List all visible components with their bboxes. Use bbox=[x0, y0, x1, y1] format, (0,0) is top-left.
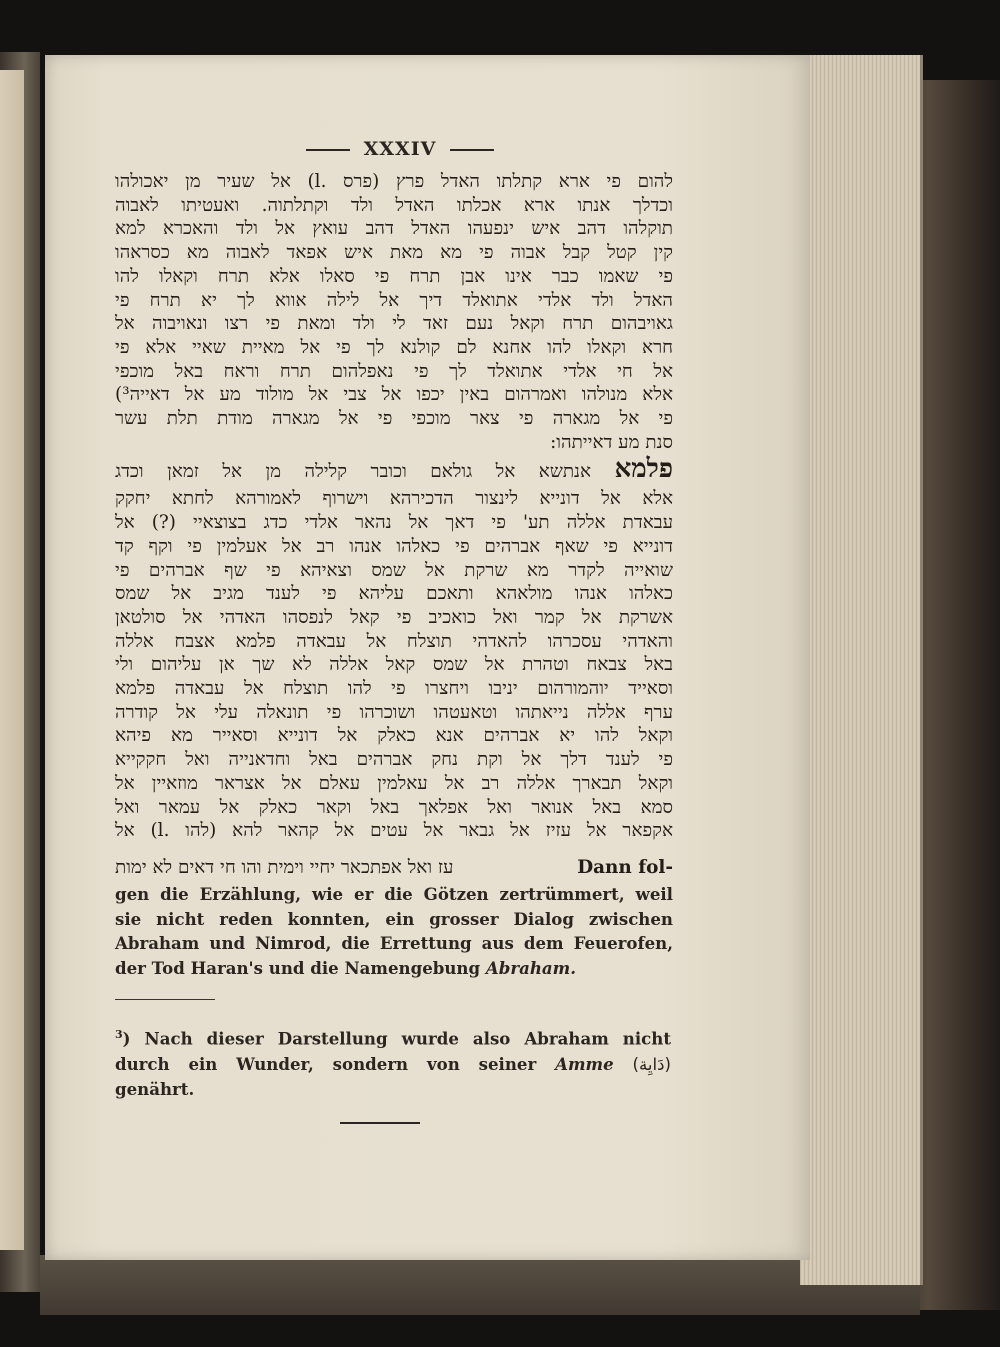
text-line: להום פי ארא קתלתו האדל פרץ (פרס .l) אל שעיר מן יאכולהו bbox=[115, 171, 673, 192]
header-dash-right bbox=[450, 149, 494, 151]
text-line: כאלהו אנהו מולאהא ותאכם עליהא פי לענד מגיב אל שמס bbox=[115, 583, 673, 605]
paragraph-first-line-rest: אנתשא אל גולאם וכובר קלילה מן אל זמאן וכדג bbox=[115, 461, 592, 483]
page-header bbox=[290, 138, 510, 162]
footnote-rule bbox=[115, 999, 215, 1000]
text-line: סמא באל אנואר ואל אפלאך באל וקאר כאלק אל עמאר ואל bbox=[115, 796, 673, 818]
footnote-line2-text: durch ein Wunder, sondern von seiner bbox=[115, 1053, 537, 1074]
text-line: אל חי אלדי אתואלד לך פי נאפלהום תרח וראח באל מוכפי bbox=[115, 360, 673, 382]
text-line: גאויבהום תרח וקאל נעם זאד לי ולד ומאת פי רצו ונאויבוה אל bbox=[115, 313, 673, 335]
footnote-line: genährt. bbox=[115, 1078, 195, 1099]
footnote-arabic-word: (دَايِة) bbox=[632, 1054, 671, 1074]
text-line: סנת מע דאייתהו: bbox=[550, 431, 673, 453]
text-line: האדל ולד אלדי אתואלד דיך אל לילה אווא לך יא תרח פי bbox=[115, 289, 673, 311]
judeo-arabic-text bbox=[115, 170, 673, 843]
text-line: פי שאמו כבר אינו אבן תרח פי סאלו אלא תרח וקאלו להו bbox=[115, 265, 673, 287]
paragraph-opening-line bbox=[115, 454, 673, 487]
text-line: ערף אללה נייאתהו וטאעטהו ושוכרהו פי תונאלה עלי אל קודרה bbox=[115, 701, 673, 723]
text-line: אלא אל דונייא לינצור הדכירהא וישרוף לאמורהא לחתא יחקק bbox=[115, 488, 673, 510]
page-number: XXXIV bbox=[363, 138, 437, 160]
paragraph-lead-word: פלמא bbox=[614, 454, 673, 485]
text-line: וקאל להו יא אברהים אנא כאלק אל דונייא וסאייר מא פיהא bbox=[115, 725, 673, 747]
mixed-script-line bbox=[115, 857, 673, 878]
text-line: והאדהי עסכרהו להאדהי תוצלח אל עבאדה פלמא אצבח אללה bbox=[115, 630, 673, 652]
text-line: אקפאר אל עזיז אל גבאר אל עטים אל קהאר להא (להו .l) אל bbox=[115, 820, 673, 842]
text-line: באל צבאח וטהרת אל שמס קאל אללה לא שך אן עליהום ולי bbox=[115, 654, 673, 676]
text-line: פי אל מגארה פי צאר מוכפי פי אל מגארה מודת תלת עשר bbox=[115, 408, 673, 430]
text-line: חרא וקאלו להו אחנא לם קולנא לך פי אל מאיית שאיי אלא פי bbox=[115, 336, 673, 358]
text-line: וקאל תבארך אללה רב אל עאלמין עאלם אל אצראר מוזאיין אל bbox=[115, 772, 673, 794]
text-line: דונייא פי שאף אברהים פי כאלהו אנהו רב אל אעלמין פי וקף קד bbox=[115, 535, 673, 557]
page-stack-edge bbox=[800, 55, 923, 1285]
text-line: וכדלך אנתו ארא אכלתו האדל ולד וקתלתוה. ואעטיתו לאבוה bbox=[115, 194, 673, 216]
footnote-line: $^3$) Nach dieser Darstellung wurde also Abraham nicht bbox=[115, 1028, 671, 1049]
german-summary bbox=[115, 882, 673, 980]
text-line: תוקלהו דהב איש ינפעהו האדל דהב עואץ אל ולד והאכרא למא bbox=[115, 218, 673, 240]
text-line bbox=[115, 956, 673, 981]
text-line: אשרקת אל קמר ואל כואכיב פי קאל לנפסהו האדהי אל סולטאן bbox=[115, 606, 673, 628]
footnote-line bbox=[115, 1052, 671, 1077]
text-line: וסאייד יוהמורהום יניבו ויחצרו פי להו תוצלח אל עבאדה פלמא bbox=[115, 678, 673, 700]
text-line: עבאדת אללה תע' פי דאך אל נהאר אלדי כדג בצוצאיי (?) אל bbox=[115, 512, 673, 534]
text-line: קין קטל קבל אבוה פי מא מאת איש אפאד לאבוה מא כסראהו bbox=[115, 242, 673, 264]
header-dash-left bbox=[306, 149, 350, 151]
text-line: gen die Erzählung, wie er die Götzen zertrümmert, weil bbox=[115, 884, 673, 904]
text-line: sie nicht reden konnten, ein grosser Dialog zwischen bbox=[115, 908, 673, 929]
text-line: אלא מנולהו ואמרהום באין יכפו אל צבי אל מולוד מע אל דאייה³) bbox=[115, 384, 673, 406]
text-line: פי לענד דלך אל וקת נחק אברהים באל וחדאנייה ואל חקקייא bbox=[115, 749, 673, 771]
end-rule bbox=[340, 1122, 420, 1124]
german-last-text: der Tod Haran's und die Namengebung bbox=[115, 957, 481, 978]
footnote-line1: Nach dieser Darstellung wurde also Abraham nicht bbox=[144, 1028, 671, 1049]
footnote bbox=[115, 1022, 671, 1102]
mixed-line-hebrew: עז ואל אפתכאר יחיי וימית והו חי דאים לא ימות bbox=[115, 857, 454, 878]
book-cloth-bottom bbox=[40, 1255, 920, 1315]
facing-page-edge bbox=[0, 70, 24, 1250]
german-last-italic: Abraham. bbox=[485, 957, 577, 978]
text-line: Abraham und Nimrod, die Errettung aus dem Feuerofen, bbox=[115, 933, 673, 954]
footnote-marker: 3 bbox=[115, 1028, 123, 1041]
footnote-line2-italic: Amme bbox=[555, 1053, 614, 1074]
mixed-line-german: Dann fol- bbox=[577, 857, 673, 878]
text-line: שואייה לקדר מא שרקת אל שמס וצאיהא פי שף אברהים פי bbox=[115, 559, 673, 581]
